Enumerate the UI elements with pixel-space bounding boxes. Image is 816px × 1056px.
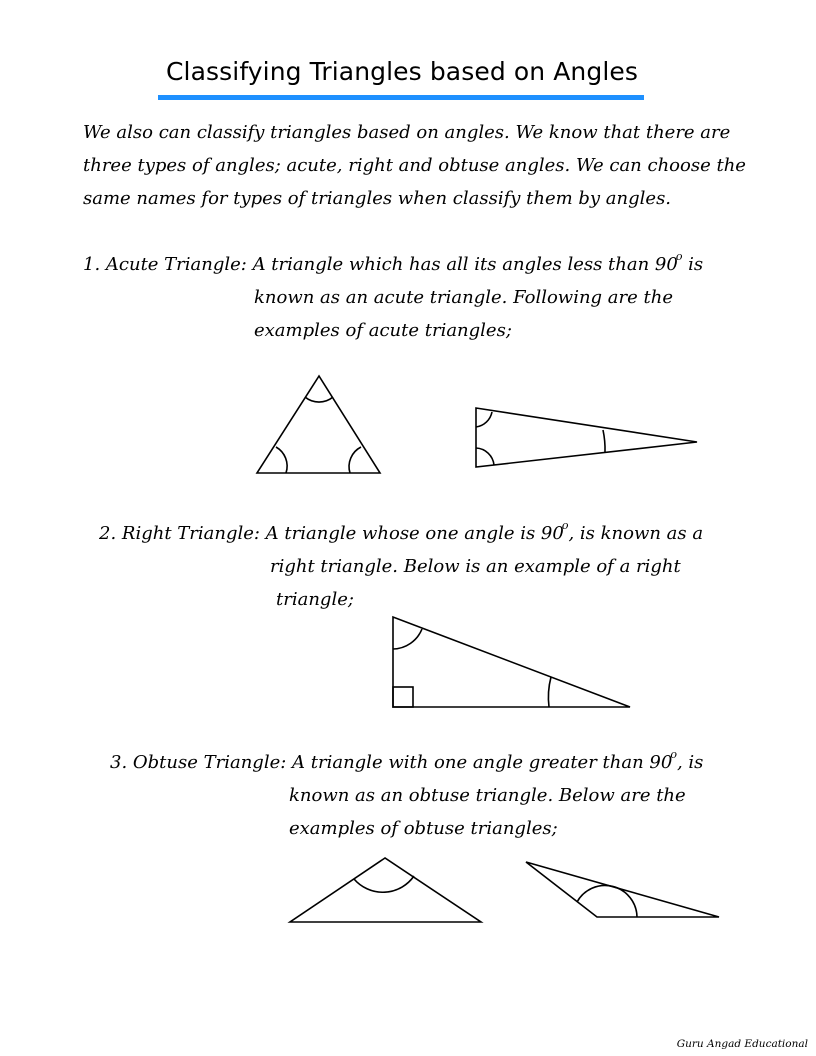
obtuse-triangle-skewed: [520, 856, 726, 922]
obtuse-line-1-text: 3. Obtuse Triangle: A triangle with one angle greater than 90: [110, 752, 673, 773]
obtuse-line-1-tail: , is: [676, 752, 704, 773]
page-title: Classifying Triangles based on Angles: [166, 57, 638, 86]
obtuse-triangle-wide: [284, 852, 488, 928]
intro-line-1: We also can classify triangles based on angles. We know that there are: [83, 122, 731, 143]
intro-line-3: same names for types of triangles when classify them by angles.: [83, 188, 672, 209]
right-definition-line-2: right triangle. Below is an example of a right: [270, 556, 681, 577]
acute-triangle-narrow: [470, 405, 702, 473]
acute-triangle-equilateral: [250, 370, 390, 480]
right-definition-line-3: triangle;: [276, 589, 354, 610]
acute-definition-line-1: [83, 248, 703, 283]
obtuse-definition-line-2: known as an obtuse triangle. Below are the: [289, 785, 686, 806]
obtuse-definition-line-1: [110, 746, 703, 781]
degree-symbol: o: [561, 519, 569, 532]
right-line-1-tail: , is known as a: [568, 523, 704, 544]
footer-credit: Guru Angad Educational: [676, 1038, 808, 1050]
right-triangle: [386, 610, 636, 714]
title-underline: [158, 95, 644, 100]
obtuse-definition-line-3: examples of obtuse triangles;: [289, 818, 558, 839]
acute-line-1-tail: is: [682, 254, 704, 275]
degree-symbol: o: [670, 748, 677, 761]
acute-definition-line-2: known as an acute triangle. Following are the: [254, 287, 673, 308]
right-line-1-text: 2. Right Triangle: A triangle whose one angle is 90: [99, 523, 564, 544]
acute-definition-line-3: examples of acute triangles;: [254, 320, 512, 341]
intro-line-2: three types of angles; acute, right and obtuse angles. We can choose the: [83, 155, 746, 176]
right-definition-line-1: [99, 517, 703, 552]
acute-line-1-text: 1. Acute Triangle: A triangle which has all its angles less than 90: [83, 254, 678, 275]
degree-symbol: o: [675, 250, 683, 263]
